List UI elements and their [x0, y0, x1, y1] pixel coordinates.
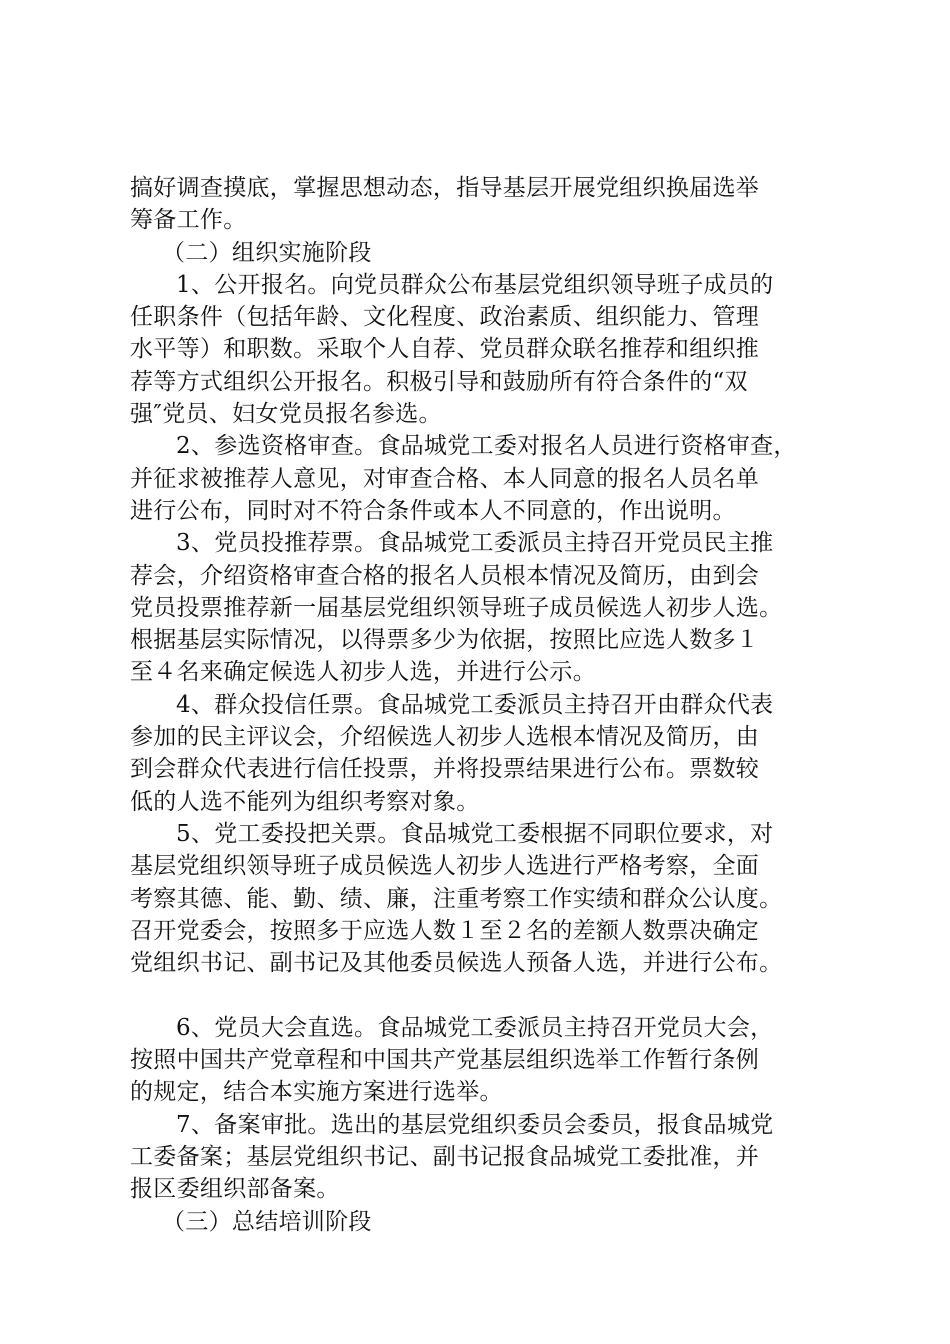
text-line: 荐等方式组织公开报名。积极引导和鼓励所有符合条件的“双	[130, 368, 748, 395]
paragraph-start: 6、党员大会直选。食品城党工委派员主持召开党员大会，	[176, 1014, 774, 1041]
text-line: 至４名来确定候选人初步人选，并进行公示。	[130, 659, 596, 686]
blank-line	[130, 979, 840, 1011]
text-line: 的规定，结合本实施方案进行选举。	[130, 1079, 503, 1106]
section-heading: （二）组织实施阶段	[162, 239, 372, 266]
paragraph-start: 3、党员投推荐票。食品城党工委派员主持召开党员民主推	[176, 530, 774, 557]
paragraph-start: 5、党工委投把关票。食品城党工委根据不同职位要求，对	[176, 820, 774, 847]
text-line: 搞好调查摸底，掌握思想动态，指导基层开展党组织换届选举	[130, 175, 760, 201]
text-line: 水平等）和职数。采取个人自荐、党员群众联名推荐和组织推	[130, 336, 760, 363]
text-line: 召开党委会，按照多于应选人数１至２名的差额人数票决确定	[130, 917, 760, 944]
text-line: 任职条件（包括年龄、文化程度、政治素质、组织能力、管理	[130, 304, 760, 331]
text-line: 参加的民主评议会，介绍候选人初步人选根本情况及简历，由	[130, 724, 760, 751]
text-line: 强″党员、妇女党员报名参选。	[130, 401, 442, 428]
text-line: 按照中国共产党章程和中国共产党基层组织选举工作暂行条例	[130, 1047, 760, 1074]
text-line: 到会群众代表进行信任投票，并将投票结果进行公布。票数较	[130, 756, 760, 783]
text-line: 并征求被推荐人意见，对审查合格、本人同意的报名人员名单	[130, 465, 760, 492]
section-heading: （三）总结培训阶段	[162, 1208, 372, 1235]
paragraph-start: 2、参选资格审查。食品城党工委对报名人员进行资格审查，	[176, 433, 797, 460]
text-line: 筹备工作。	[130, 207, 247, 234]
text-line: 荐会，介绍资格审查合格的报名人员根本情况及简历，由到会	[130, 562, 760, 589]
paragraph-start: 1、公开报名。向党员群众公布基层党组织领导班子成员的	[176, 271, 774, 298]
paragraph-start: 7、备案审批。选出的基层党组织委员会委员，报食品城党	[176, 1111, 774, 1138]
text-line: 基层党组织领导班子成员候选人初步人选进行严格考察，全面	[130, 853, 760, 880]
text-line: 党员投票推荐新一届基层党组织领导班子成员候选人初步人选。	[130, 594, 783, 621]
text-line: 根据基层实际情况，以得票多少为依据，按照比应选人数多１	[130, 627, 760, 654]
text-line: 报区委组织部备案。	[130, 1176, 340, 1203]
paragraph-start: 4、群众投信任票。食品城党工委派员主持召开由群众代表	[176, 691, 774, 718]
text-line: 党组织书记、副书记及其他委员候选人预备人选，并进行公布。	[130, 950, 783, 977]
text-line: 考察其德、能、勤、绩、廉，注重考察工作实绩和群众公认度。	[130, 885, 783, 912]
document-body	[130, 172, 840, 1238]
text-line: 工委备案；基层党组织书记、副书记报食品城党工委批准，并	[130, 1143, 760, 1170]
text-line: 低的人选不能列为组织考察对象。	[130, 788, 480, 815]
text-line: 进行公布，同时对不符合条件或本人不同意的，作出说明。	[130, 497, 736, 524]
